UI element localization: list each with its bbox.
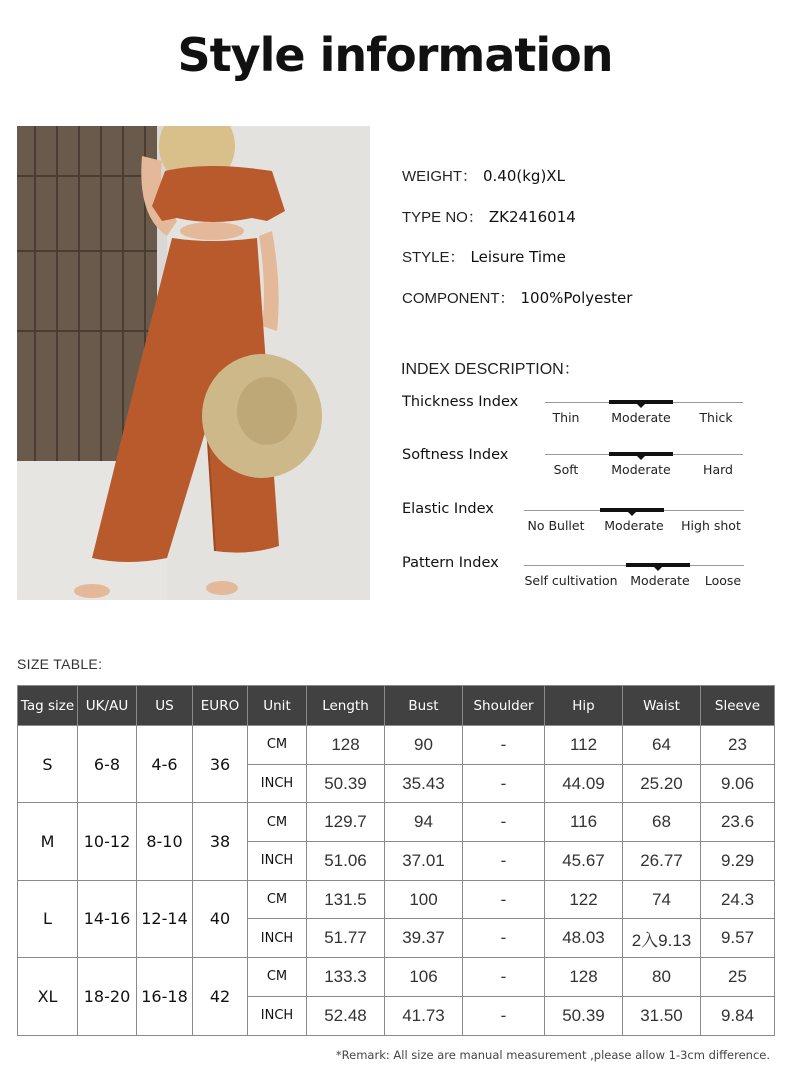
shoulder-cell: -	[463, 764, 545, 803]
bust-cell: 35.43	[385, 764, 463, 803]
hip-cell: 128	[545, 958, 623, 997]
pattern-index-scale	[524, 561, 744, 591]
softness-option: Moderate	[611, 462, 671, 477]
elastic-index-label: Elastic Index	[402, 501, 494, 517]
bust-cell: 90	[385, 726, 463, 765]
length-cell: 50.39	[307, 764, 385, 803]
style-row	[402, 246, 566, 267]
weight-value: 0.40(kg)XL	[483, 167, 565, 185]
shoulder-cell: -	[463, 996, 545, 1035]
bust-cell: 37.01	[385, 842, 463, 881]
sleeve-cell: 23	[701, 726, 775, 765]
type-row	[402, 206, 576, 227]
hip-cell: 48.03	[545, 919, 623, 958]
euro-size-cell: 38	[193, 803, 248, 880]
shoulder-cell: -	[463, 803, 545, 842]
thickness-index-label: Thickness Index	[402, 394, 519, 410]
column-header: UK/AU	[78, 686, 137, 726]
unit-cell: INCH	[248, 764, 307, 803]
sleeve-cell: 9.29	[701, 842, 775, 881]
hip-cell: 50.39	[545, 996, 623, 1035]
elastic-option: Moderate	[604, 518, 664, 533]
column-header: Sleeve	[701, 686, 775, 726]
style-key: STYLE：	[402, 249, 465, 266]
length-cell: 129.7	[307, 803, 385, 842]
column-header: US	[137, 686, 193, 726]
tag-size-cell: S	[18, 726, 78, 803]
table-row	[18, 880, 775, 919]
us-size-cell: 16-18	[137, 958, 193, 1035]
style-value: Leisure Time	[470, 248, 566, 266]
shoulder-cell: -	[463, 842, 545, 881]
weight-key: WEIGHT：	[402, 168, 477, 185]
length-cell: 51.06	[307, 842, 385, 881]
waist-cell: 74	[623, 880, 701, 919]
softness-index-label: Softness Index	[402, 447, 509, 463]
waist-cell: 68	[623, 803, 701, 842]
hip-cell: 45.67	[545, 842, 623, 881]
us-size-cell: 12-14	[137, 880, 193, 957]
bust-cell: 41.73	[385, 996, 463, 1035]
column-header: Unit	[248, 686, 307, 726]
length-cell: 51.77	[307, 919, 385, 958]
shoulder-cell: -	[463, 880, 545, 919]
length-cell: 131.5	[307, 880, 385, 919]
softness-option: Hard	[703, 462, 733, 477]
uk-size-cell: 10-12	[78, 803, 137, 880]
table-row	[18, 958, 775, 997]
tag-size-cell: XL	[18, 958, 78, 1035]
bust-cell: 94	[385, 803, 463, 842]
column-header: Bust	[385, 686, 463, 726]
sleeve-cell: 9.84	[701, 996, 775, 1035]
shoulder-cell: -	[463, 919, 545, 958]
waist-cell: 64	[623, 726, 701, 765]
pattern-option: Loose	[704, 573, 742, 588]
column-header: EURO	[193, 686, 248, 726]
table-row	[18, 803, 775, 842]
pattern-index-label: Pattern Index	[402, 555, 499, 571]
column-header: Shoulder	[463, 686, 545, 726]
table-header-row	[18, 686, 775, 726]
euro-size-cell: 36	[193, 726, 248, 803]
table-row	[18, 726, 775, 765]
uk-size-cell: 6-8	[78, 726, 137, 803]
unit-cell: INCH	[248, 996, 307, 1035]
remark-note: *Remark: All size are manual measurement ,please allow 1-3cm difference.	[335, 1048, 770, 1062]
sleeve-cell: 9.57	[701, 919, 775, 958]
unit-cell: INCH	[248, 842, 307, 881]
length-cell: 133.3	[307, 958, 385, 997]
waist-cell: 80	[623, 958, 701, 997]
us-size-cell: 4-6	[137, 726, 193, 803]
elastic-option: No Bullet	[527, 518, 585, 533]
index-heading: INDEX DESCRIPTION：	[401, 361, 580, 378]
type-value: ZK2416014	[488, 208, 576, 226]
pattern-option: Moderate	[630, 573, 690, 588]
bust-cell: 106	[385, 958, 463, 997]
sleeve-cell: 24.3	[701, 880, 775, 919]
euro-size-cell: 42	[193, 958, 248, 1035]
pattern-option: Self cultivation	[524, 573, 618, 588]
unit-cell: CM	[248, 726, 307, 765]
bust-cell: 100	[385, 880, 463, 919]
euro-size-cell: 40	[193, 880, 248, 957]
column-header: Hip	[545, 686, 623, 726]
waist-cell: 26.77	[623, 842, 701, 881]
unit-cell: CM	[248, 958, 307, 997]
thickness-index-scale	[545, 398, 743, 428]
us-size-cell: 8-10	[137, 803, 193, 880]
uk-size-cell: 18-20	[78, 958, 137, 1035]
unit-cell: CM	[248, 803, 307, 842]
component-row	[402, 287, 632, 308]
uk-size-cell: 14-16	[78, 880, 137, 957]
unit-cell: CM	[248, 880, 307, 919]
waist-cell: 31.50	[623, 996, 701, 1035]
component-key: COMPONENT：	[402, 290, 515, 307]
waist-cell: 25.20	[623, 764, 701, 803]
hip-cell: 116	[545, 803, 623, 842]
elastic-index-scale	[524, 506, 744, 536]
tag-size-cell: L	[18, 880, 78, 957]
weight-row	[402, 165, 565, 186]
elastic-option: High shot	[681, 518, 741, 533]
hip-cell: 122	[545, 880, 623, 919]
size-table-label: SIZE TABLE:	[17, 656, 103, 672]
hip-cell: 112	[545, 726, 623, 765]
sleeve-cell: 23.6	[701, 803, 775, 842]
type-key: TYPE NO：	[402, 209, 483, 226]
product-photo	[17, 126, 370, 600]
length-cell: 52.48	[307, 996, 385, 1035]
softness-index-scale	[545, 450, 743, 480]
thickness-option: Thick	[699, 410, 733, 425]
page-title: Style information	[177, 28, 613, 82]
waist-cell: 2入9.13	[623, 919, 701, 958]
length-cell: 128	[307, 726, 385, 765]
column-header: Length	[307, 686, 385, 726]
size-table	[17, 685, 775, 1036]
thickness-option: Moderate	[611, 410, 671, 425]
sleeve-cell: 9.06	[701, 764, 775, 803]
thickness-option: Thin	[552, 410, 580, 425]
sleeve-cell: 25	[701, 958, 775, 997]
component-value: 100%Polyester	[520, 289, 633, 307]
hip-cell: 44.09	[545, 764, 623, 803]
shoulder-cell: -	[463, 958, 545, 997]
column-header: Tag size	[18, 686, 78, 726]
softness-option: Soft	[553, 462, 579, 477]
bust-cell: 39.37	[385, 919, 463, 958]
tag-size-cell: M	[18, 803, 78, 880]
shoulder-cell: -	[463, 726, 545, 765]
column-header: Waist	[623, 686, 701, 726]
unit-cell: INCH	[248, 919, 307, 958]
